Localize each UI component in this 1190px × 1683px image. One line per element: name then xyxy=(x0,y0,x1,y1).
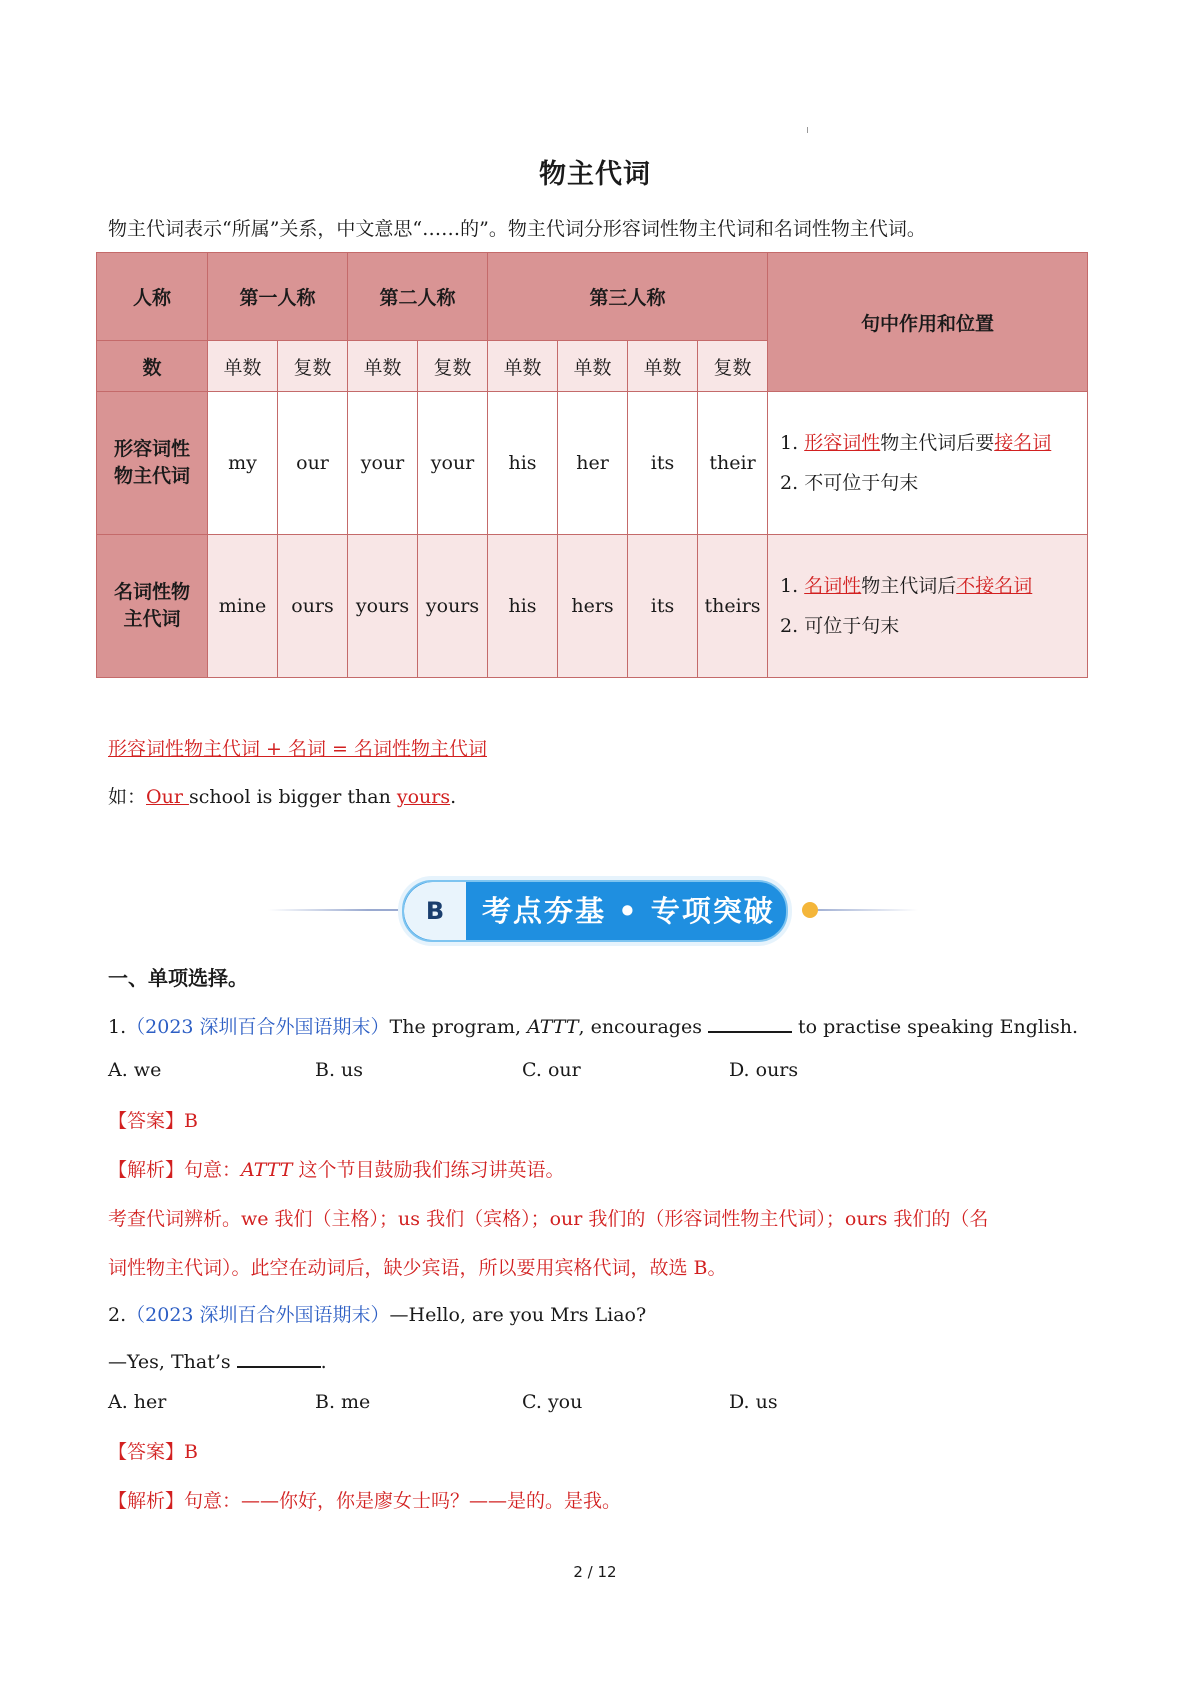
pronoun-cell: our xyxy=(278,392,348,535)
number-cell: 单数 xyxy=(628,341,698,392)
question-2-stem xyxy=(108,1300,646,1327)
pronoun-cell: yours xyxy=(418,535,488,678)
note-text: 物主代词后 xyxy=(861,575,957,597)
note-text: 物主代词后要 xyxy=(880,432,995,454)
header-number: 数 xyxy=(97,341,208,392)
banner-text: 考点夯基 • 专项突破 xyxy=(482,894,775,928)
question-text: . xyxy=(320,1351,327,1373)
section-banner xyxy=(268,880,918,940)
pronoun-cell: your xyxy=(348,392,418,535)
page-mark xyxy=(807,127,808,133)
pronoun-cell: yours xyxy=(348,535,418,678)
question-1-stem xyxy=(108,1012,1078,1039)
pronoun-cell: hers xyxy=(558,535,628,678)
option-d: D. ours xyxy=(729,1059,799,1081)
pronoun-cell: his xyxy=(488,535,558,678)
option-b: B. us xyxy=(315,1059,364,1081)
header-person: 人称 xyxy=(97,253,208,341)
pronoun-cell: theirs xyxy=(698,535,768,678)
example-our: Our xyxy=(146,786,189,808)
note-highlight: 不接名词 xyxy=(956,575,1033,597)
pronoun-cell: his xyxy=(488,392,558,535)
section-heading: 一、单项选择。 xyxy=(108,966,248,990)
analysis-line: 词性物主代词）。此空在动词后，缺少宾语，所以要用宾格代词，故选 B。 xyxy=(108,1257,727,1279)
note-highlight: 接名词 xyxy=(994,432,1052,454)
pronoun-cell: ours xyxy=(278,535,348,678)
header-role: 句中作用和位置 xyxy=(768,253,1088,392)
table-row-noun xyxy=(97,535,1088,678)
banner-line-left xyxy=(268,909,368,911)
option-c: C. you xyxy=(522,1391,583,1413)
analysis-italic: ATTT xyxy=(241,1159,293,1181)
usage-note-line-2: 2. 不可位于句末 xyxy=(780,472,919,494)
number-cell: 复数 xyxy=(278,341,348,392)
analysis-line: 【解析】句意：——你好，你是廖女士吗？——是的。是我。 xyxy=(108,1490,622,1512)
analysis-label: 【解析】句意： xyxy=(108,1159,242,1181)
question-source: （2023 深圳百合外国语期末） xyxy=(126,1304,390,1326)
example-end: . xyxy=(450,786,457,808)
number-cell: 单数 xyxy=(348,341,418,392)
question-source: （2023 深圳百合外国语期末） xyxy=(126,1016,390,1038)
pronoun-cell: my xyxy=(208,392,278,535)
option-c: C. our xyxy=(522,1059,581,1081)
note-highlight: 名词性 xyxy=(804,575,862,597)
question-text: to practise speaking English. xyxy=(791,1016,1079,1038)
number-cell: 复数 xyxy=(698,341,768,392)
answer-blank xyxy=(237,1348,321,1368)
option-a: A. her xyxy=(108,1391,167,1413)
analysis-line xyxy=(108,1155,564,1182)
banner-letter: B xyxy=(404,882,466,940)
header-second-person: 第二人称 xyxy=(348,253,488,341)
row-label xyxy=(97,392,208,535)
table-row-adjective xyxy=(97,392,1088,535)
usage-note xyxy=(768,535,1088,678)
header-third-person: 第三人称 xyxy=(488,253,768,341)
analysis-text: 这个节目鼓励我们练习讲英语。 xyxy=(292,1159,565,1181)
option-a: A. we xyxy=(108,1059,162,1081)
pronoun-cell: their xyxy=(698,392,768,535)
option-d: D. us xyxy=(729,1391,778,1413)
answer-label: 【答案】B xyxy=(108,1441,198,1463)
analysis-line: 考查代词辨析。we 我们（主格）；us 我们（宾格）；our 我们的（形容词性物主代词）；ours 我们的（名 xyxy=(108,1208,989,1230)
answer-blank xyxy=(708,1013,792,1033)
row-label xyxy=(97,535,208,678)
pronoun-cell: her xyxy=(558,392,628,535)
number-cell: 单数 xyxy=(558,341,628,392)
pronoun-cell: mine xyxy=(208,535,278,678)
pronoun-table xyxy=(96,252,1088,678)
question-text: —Yes, That’s xyxy=(108,1351,237,1373)
example-prefix: 如： xyxy=(108,786,147,808)
usage-note xyxy=(768,392,1088,535)
question-text: —Hello, are you Mrs Liao? xyxy=(389,1304,647,1326)
banner-dot-right xyxy=(802,902,818,918)
number-cell: 复数 xyxy=(418,341,488,392)
page-number: 2 / 12 xyxy=(573,1563,617,1581)
note-number: 1. xyxy=(780,432,805,454)
question-number: 1. xyxy=(108,1016,127,1038)
option-b: B. me xyxy=(315,1391,371,1413)
number-cell: 单数 xyxy=(488,341,558,392)
example-sentence xyxy=(108,782,456,809)
question-2-reply xyxy=(108,1348,327,1373)
page-title: 物主代词 xyxy=(539,159,651,190)
row-label-text: 形容词性物主代词 xyxy=(113,438,190,487)
header-first-person: 第一人称 xyxy=(208,253,348,341)
formula-rule: 形容词性物主代词 + 名词 = 名词性物主代词 xyxy=(108,738,487,760)
usage-note-line-1 xyxy=(780,566,1087,606)
pronoun-cell: its xyxy=(628,535,698,678)
usage-note-line-1 xyxy=(780,423,1087,463)
question-italic: ATTT xyxy=(527,1016,579,1038)
example-yours: yours xyxy=(396,786,451,808)
question-text: The program, xyxy=(389,1016,528,1038)
pronoun-cell: your xyxy=(418,392,488,535)
intro-text: 物主代词表示“所属”关系，中文意思“……的”。物主代词分形容词性物主代词和名词性物主代词。 xyxy=(108,218,926,240)
note-highlight: 形容词性 xyxy=(804,432,881,454)
question-text: , encourages xyxy=(578,1016,708,1038)
question-number: 2. xyxy=(108,1304,127,1326)
usage-note-line-2: 2. 可位于句末 xyxy=(780,615,900,637)
pronoun-cell: its xyxy=(628,392,698,535)
note-number: 1. xyxy=(780,575,805,597)
banner-line-right xyxy=(808,909,918,911)
number-cell: 单数 xyxy=(208,341,278,392)
row-label-text: 名词性物主代词 xyxy=(113,581,190,630)
banner-pill xyxy=(402,880,788,942)
example-middle: school is bigger than xyxy=(188,786,397,808)
answer-label: 【答案】B xyxy=(108,1110,198,1132)
